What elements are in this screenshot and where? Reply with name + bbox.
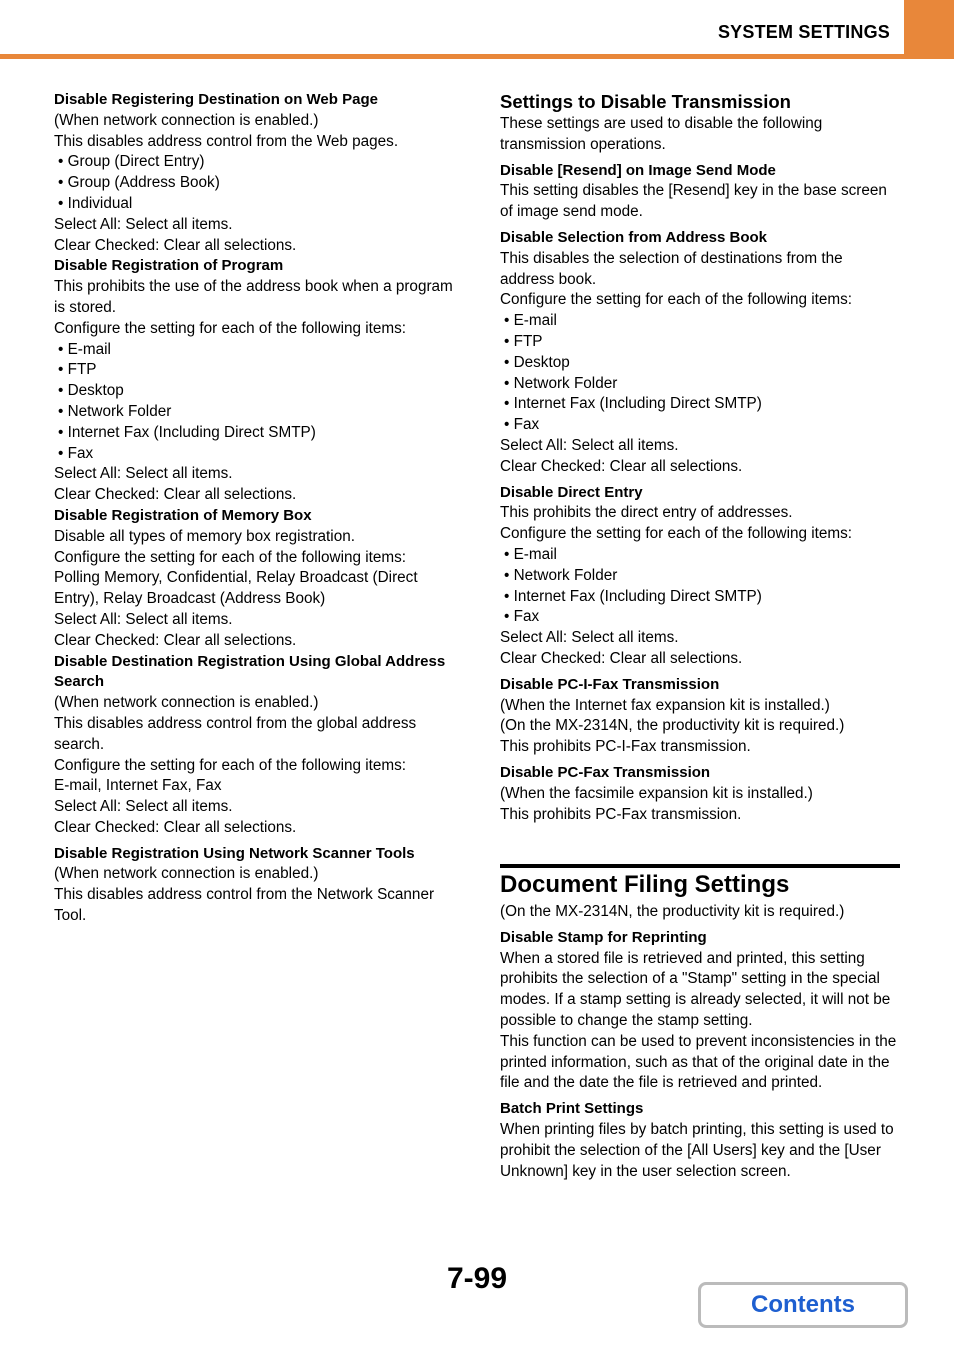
body-text: This setting disables the [Resend] key in the base screen of image send mode. <box>500 182 887 221</box>
section-title: SYSTEM SETTINGS <box>717 22 890 42</box>
section-heading: Disable Registering Destination on Web Page <box>54 91 378 108</box>
body-text: Select All: Select all items. <box>54 798 233 816</box>
bullet-item: • Internet Fax (Including Direct SMTP) <box>58 423 316 441</box>
body-text: Configure the setting for each of the following items: <box>500 291 853 309</box>
bullet-item: • Network Folder <box>504 374 618 392</box>
bullet-item: • Fax <box>504 416 540 434</box>
transmission-heading: Settings to Disable Transmission <box>500 91 791 112</box>
section-heading: Disable PC-I-Fax Transmission <box>500 675 720 693</box>
body-text: This disables address control from the Web pages. <box>54 132 399 150</box>
settings-section <box>500 928 900 1094</box>
body-text: Clear Checked: Clear all selections. <box>54 486 297 504</box>
bullet-item: • E-mail <box>504 312 557 330</box>
bullet-item: • E-mail <box>58 340 111 358</box>
body-text: Clear Checked: Clear all selections. <box>500 649 743 667</box>
document-filing-rule <box>500 864 900 868</box>
section-heading: Disable Stamp for Reprinting <box>500 928 707 946</box>
settings-section <box>500 228 900 478</box>
section-heading: Disable Registration Using Network Scanner Tools <box>54 844 415 862</box>
body-text: Select All: Select all items. <box>54 610 233 628</box>
body-text: (When network connection is enabled.) <box>54 111 319 129</box>
body-text: Select All: Select all items. <box>54 215 233 233</box>
bullet-item: • FTP <box>504 332 543 350</box>
settings-section <box>54 652 464 839</box>
body-text: This disables the selection of destinations from the address book. <box>500 249 843 288</box>
body-text: This disables address control from the Network Scanner Tool. <box>54 886 435 925</box>
page-number: 7-99 <box>447 1262 508 1295</box>
settings-section <box>54 844 464 927</box>
body-text: Configure the setting for each of the following items: <box>54 756 407 774</box>
left-column <box>54 90 464 927</box>
section-heading: Batch Print Settings <box>500 1100 644 1118</box>
body-text: Configure the setting for each of the following items: <box>54 548 407 566</box>
transmission-intro: These settings are used to disable the following transmission operations. <box>500 115 823 153</box>
body-text: Select All: Select all items. <box>500 629 679 647</box>
body-text: This disables address control from the global address search. <box>54 714 417 753</box>
section-heading: Disable Registration of Memory Box <box>54 506 312 524</box>
body-text: E-mail, Internet Fax, Fax <box>54 777 222 795</box>
document-filing-sections <box>500 928 900 1183</box>
bullet-item: • E-mail <box>504 545 557 563</box>
bullet-item: • Desktop <box>504 353 570 371</box>
section-heading: Disable Selection from Address Book <box>500 228 768 246</box>
bullet-item: • FTP <box>58 361 97 379</box>
section-heading: Disable Destination Registration Using Global Address Search <box>54 652 446 691</box>
bullet-item: • Network Folder <box>504 566 618 584</box>
body-text: This prohibits the direct entry of addresses. <box>500 504 793 522</box>
settings-section <box>500 1099 900 1182</box>
body-text: (When the facsimile expansion kit is installed.) <box>500 784 813 802</box>
bullet-item: • Group (Direct Entry) <box>58 153 205 171</box>
bullet-item: • Internet Fax (Including Direct SMTP) <box>504 395 762 413</box>
section-heading: Disable Direct Entry <box>500 483 643 501</box>
bullet-item: • Network Folder <box>58 402 172 420</box>
settings-section <box>54 506 464 652</box>
body-text: (When the Internet fax expansion kit is installed.) <box>500 696 830 714</box>
bullet-item: • Fax <box>58 444 94 462</box>
settings-section <box>500 161 900 223</box>
body-text: Configure the setting for each of the following items: <box>54 319 407 337</box>
settings-section <box>500 675 900 758</box>
bullet-item: • Group (Address Book) <box>58 174 220 192</box>
bullet-item: • Individual <box>58 194 133 212</box>
body-text: Clear Checked: Clear all selections. <box>54 631 297 649</box>
body-text: This prohibits PC-I-Fax transmission. <box>500 738 751 756</box>
settings-section <box>54 90 464 256</box>
body-text: Polling Memory, Confidential, Relay Broadcast (Direct Entry), Relay Broadcast (Address Book) <box>54 569 418 608</box>
body-text: When printing files by batch printing, this setting is used to prohibit the selection of the [All Users] key and the [User Unknown] key in the user selection screen. <box>500 1120 894 1180</box>
body-text: (On the MX-2314N, the productivity kit is required.) <box>500 717 845 735</box>
body-text: When a stored file is retrieved and printed, this setting prohibits the selection of a "Stamp" setting in the special modes. If a stamp setting is already selected, it will not be possible to change the stamp setting. <box>500 949 891 1029</box>
body-text: This function can be used to prevent inconsistencies in the printed information, such as that of the original date in the file and the date the file is retrieved and printed. <box>500 1032 897 1092</box>
bullet-item: • Fax <box>504 608 540 626</box>
settings-section <box>54 256 464 506</box>
body-text: Disable all types of memory box registration. <box>54 527 355 545</box>
header-tab <box>904 0 954 54</box>
bullet-item: • Desktop <box>58 382 124 400</box>
settings-section <box>500 763 900 825</box>
section-heading: Disable Registration of Program <box>54 257 284 275</box>
contents-button[interactable]: Contents <box>698 1282 908 1328</box>
body-text: Clear Checked: Clear all selections. <box>54 818 297 836</box>
bullet-item: • Internet Fax (Including Direct SMTP) <box>504 587 762 605</box>
body-text: Select All: Select all items. <box>500 436 679 454</box>
body-text: (When network connection is enabled.) <box>54 865 319 883</box>
document-filing-body <box>500 902 900 1182</box>
body-text: (When network connection is enabled.) <box>54 694 319 712</box>
body-text: Configure the setting for each of the following items: <box>500 525 853 543</box>
transmission-sections <box>500 161 900 826</box>
body-text: This prohibits the use of the address book when a program is stored. <box>54 278 453 316</box>
header-rule <box>0 54 954 59</box>
body-text: Clear Checked: Clear all selections. <box>500 457 743 475</box>
right-column <box>500 90 900 825</box>
section-heading: Disable PC-Fax Transmission <box>500 763 711 781</box>
settings-section <box>500 483 900 670</box>
body-text: Clear Checked: Clear all selections. <box>54 236 297 254</box>
body-text: Select All: Select all items. <box>54 465 233 483</box>
body-text: This prohibits PC-Fax transmission. <box>500 805 742 823</box>
document-filing-note: (On the MX-2314N, the productivity kit is required.) <box>500 903 845 920</box>
document-filing-title: Document Filing Settings <box>500 871 790 898</box>
section-heading: Disable [Resend] on Image Send Mode <box>500 161 776 179</box>
